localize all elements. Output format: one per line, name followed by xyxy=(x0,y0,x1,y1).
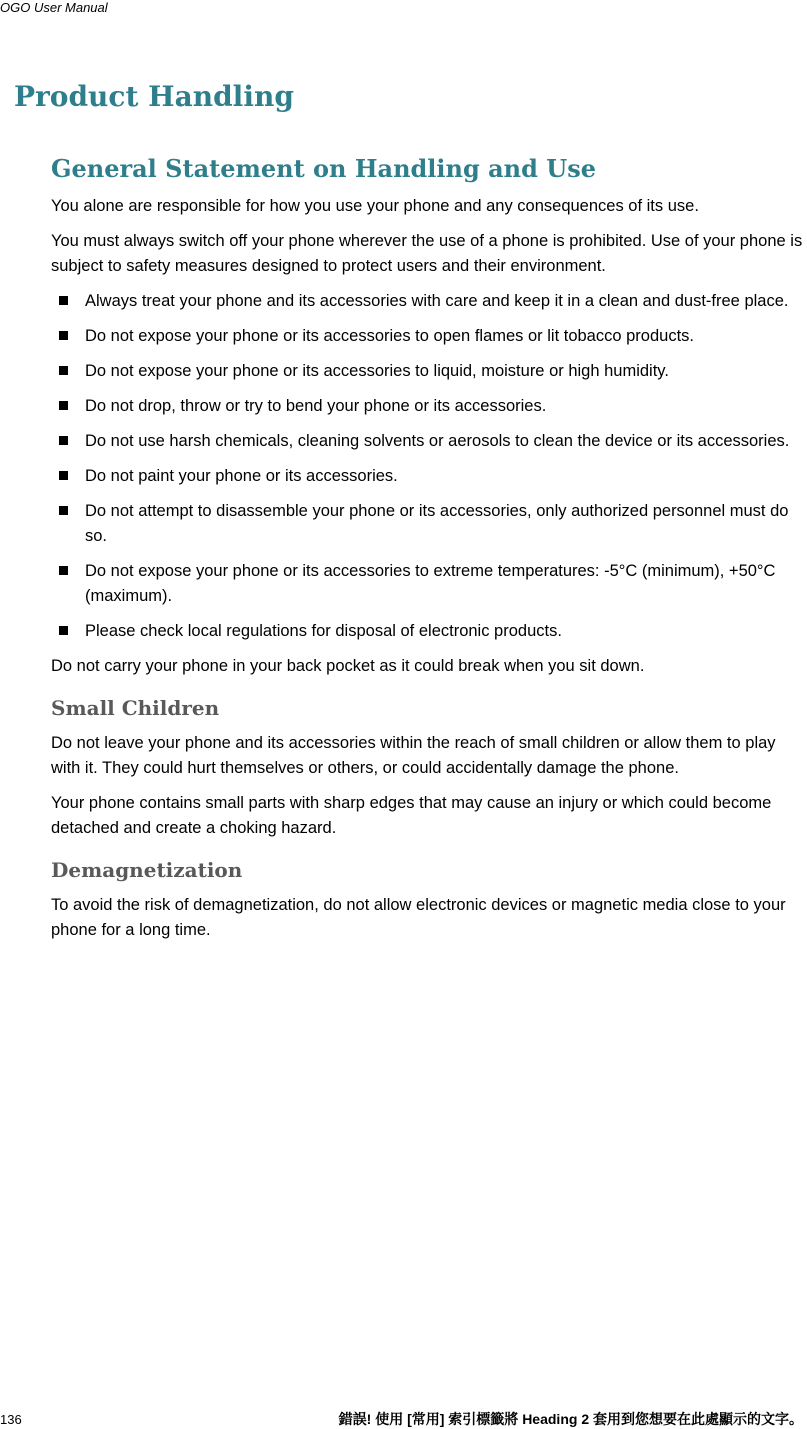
paragraph: Do not leave your phone and its accessories within the reach of small children or allow them to play with it. They could hurt themselves or others, or could accidentally damage the phone. xyxy=(51,734,776,777)
list-item-text: Do not drop, throw or try to bend your phone or its accessories. xyxy=(85,397,547,415)
list-item xyxy=(51,289,803,314)
paragraph: Your phone contains small parts with sharp edges that may cause an injury or which could become detached and create a choking hazard. xyxy=(51,794,772,837)
list-item xyxy=(51,359,803,384)
section-heading-demagnetization: Demagnetization xyxy=(51,858,243,882)
square-bullet-icon xyxy=(59,626,68,635)
paragraph: You alone are responsible for how you use your phone and any consequences of its use. xyxy=(51,197,699,215)
field-error-text: 錯誤! 使用 [常用] 索引標籤將 Heading 2 套用到您想要在此處顯示的文字。 xyxy=(338,1411,803,1427)
handling-bullet-list xyxy=(51,289,803,644)
list-item-text: Do not expose your phone or its accessories to extreme temperatures: -5°C (minimum), +50°C (maximum). xyxy=(85,562,776,605)
section-heading-children: Small Children xyxy=(51,696,220,720)
square-bullet-icon xyxy=(59,566,68,575)
list-item-text: Do not expose your phone or its accessories to liquid, moisture or high humidity. xyxy=(85,362,669,380)
square-bullet-icon xyxy=(59,506,68,515)
list-item-text: Please check local regulations for disposal of electronic products. xyxy=(85,622,562,640)
list-item-text: Do not paint your phone or its accessories. xyxy=(85,467,398,485)
page-content xyxy=(51,150,803,953)
page-title: Product Handling xyxy=(14,80,294,113)
list-item xyxy=(51,619,803,644)
paragraph: To avoid the risk of demagnetization, do not allow electronic devices or magnetic media close to your phone for a long time. xyxy=(51,896,786,939)
list-item xyxy=(51,559,803,609)
square-bullet-icon xyxy=(59,401,68,410)
list-item-text: Do not attempt to disassemble your phone or its accessories, only authorized personnel must do so. xyxy=(85,502,789,545)
paragraph: You must always switch off your phone wherever the use of a phone is prohibited. Use of your phone is subject to safety measures designed to protect users and their environment. xyxy=(51,232,803,275)
list-item xyxy=(51,324,803,349)
page-number: 136 xyxy=(0,1412,22,1427)
square-bullet-icon xyxy=(59,296,68,305)
square-bullet-icon xyxy=(59,436,68,445)
list-item-text: Always treat your phone and its accessories with care and keep it in a clean and dust-free place. xyxy=(85,292,789,310)
square-bullet-icon xyxy=(59,366,68,375)
list-item xyxy=(51,499,803,549)
page-footer xyxy=(0,1409,803,1429)
square-bullet-icon xyxy=(59,331,68,340)
list-item xyxy=(51,429,803,454)
list-item xyxy=(51,394,803,419)
square-bullet-icon xyxy=(59,471,68,480)
section-heading-general: General Statement on Handling and Use xyxy=(51,154,596,183)
running-header: OGO User Manual xyxy=(0,0,108,15)
list-item xyxy=(51,464,803,489)
list-item-text: Do not use harsh chemicals, cleaning solvents or aerosols to clean the device or its accessories. xyxy=(85,432,790,450)
paragraph: Do not carry your phone in your back pocket as it could break when you sit down. xyxy=(51,657,645,675)
list-item-text: Do not expose your phone or its accessories to open flames or lit tobacco products. xyxy=(85,327,694,345)
